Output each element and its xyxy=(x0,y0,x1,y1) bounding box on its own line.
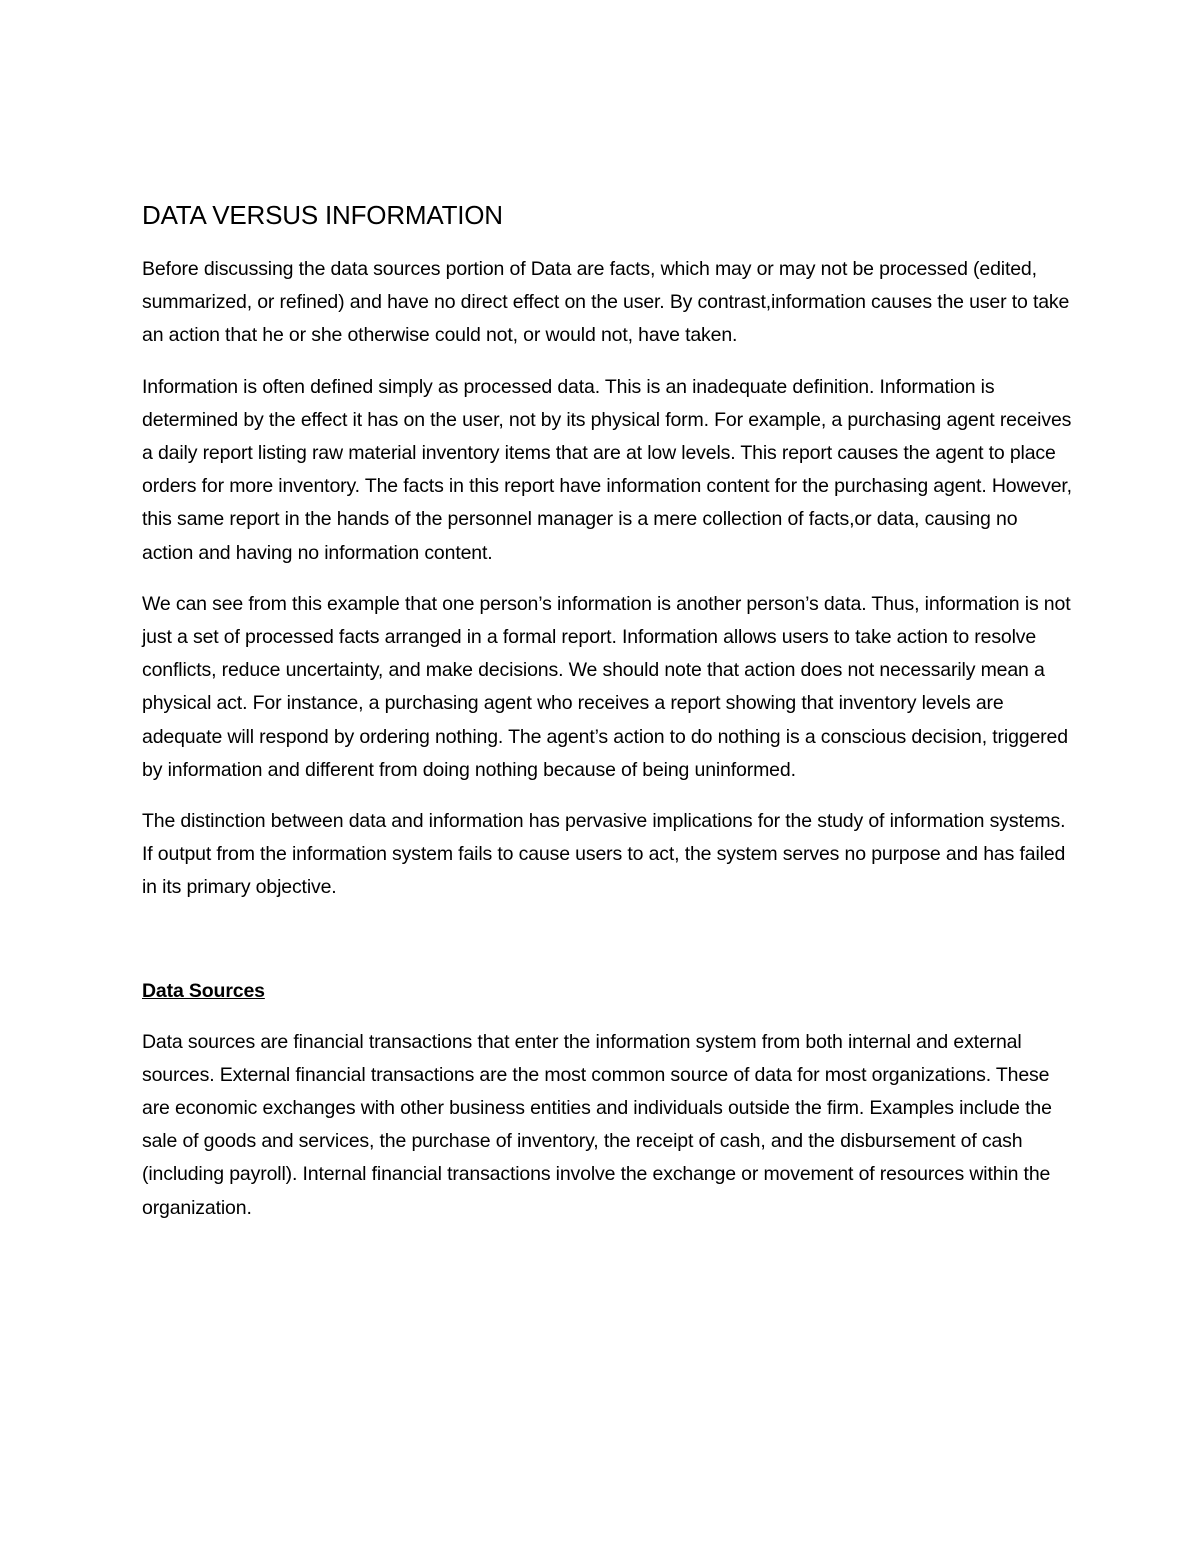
section-heading-data-sources: Data Sources xyxy=(142,979,265,1002)
section-spacer xyxy=(142,923,1072,975)
paragraph-data-sources: Data sources are financial transactions that enter the information system from both internal and external sources. External financial transactions are the most common source of data for most organizations. These are economic exchanges with other business entities and individuals outside the firm. Examples include the sale of goods and services, the purchase of inventory, the receipt of cash, and the disbursement of cash (including payroll). Internal financial transactions involve the exchange or movement of resources within the organization. xyxy=(142,1030,1052,1219)
paragraph-information-definition: Information is often defined simply as processed data. This is an inadequate definition. Information is determined by the effect it has on the user, not by its physical form. For example, a purchasing agent receives a daily report listing raw material inventory items that are at low levels. This report causes the agent to place orders for more inventory. The facts in this report have information content for the purchasing agent. However, this same report in the hands of the personnel manager is a mere collection of facts,or data, causing no action and having no information content. xyxy=(142,375,1072,564)
document-body xyxy=(142,198,1072,1243)
paragraph-distinction: The distinction between data and information has pervasive implications for the study of information systems. If output from the information system fails to cause users to act, the system serves no purpose and has failed in its primary objective. xyxy=(142,810,1066,899)
document-title: DATA VERSUS INFORMATION xyxy=(142,200,503,230)
paragraph-information-example: We can see from this example that one person’s information is another person’s data. Thus, information is not just a set of processed facts arranged in a formal report. Information allows users to take action to resolve conflicts, reduce uncertainty, and make decisions. We should note that action does not necessarily mean a physical act. For instance, a purchasing agent who receives a report showing that inventory levels are adequate will respond by ordering nothing. The agent’s action to do nothing is a conscious decision, triggered by information and different from doing nothing because of being uninformed. xyxy=(142,592,1071,781)
paragraph-data-vs-information: Before discussing the data sources portion of Data are facts, which may or may not be processed (edited, summarized, or refined) and have no direct effect on the user. By contrast,information causes the user to take an action that he or she otherwise could not, or would not, have taken. xyxy=(142,258,1070,347)
